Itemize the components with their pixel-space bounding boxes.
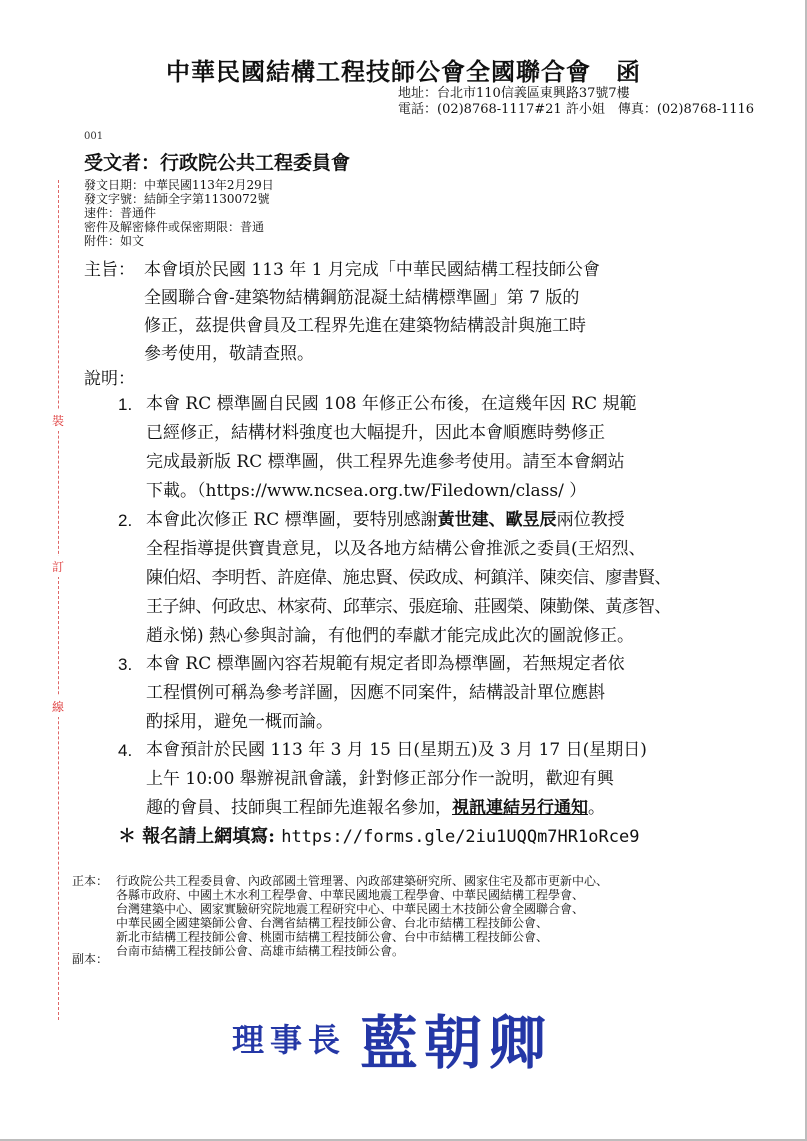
item-number: 2. [118, 511, 133, 530]
document-number: 001 [84, 131, 104, 142]
subject-line: 修正，茲提供會員及工程界先進在建築物結構設計與施工時 [144, 316, 586, 336]
sender-address: 地址：台北市110信義區東興路37號7樓 [398, 86, 630, 101]
cc-label: 正本： [72, 874, 109, 888]
cc-line: 行政院公共工程委員會、內政部國土管理署、內政部建築研究所、國家住宅及都市更新中心、 [116, 874, 609, 888]
item-line: 已經修正，結構材料強度也大幅提升，因此本會順應時勢修正 [146, 423, 605, 443]
item-line: 下載。（https://www.ncsea.org.tw/Filedown/class/ ） [146, 481, 587, 501]
confidentiality: 密件及解密條件或保密期限：普通 [84, 220, 265, 234]
cc-recipients [116, 874, 608, 958]
item-line: 本會 RC 標準圖自民國 108 年修正公布後，在這幾年因 RC 規範 [146, 394, 637, 414]
item-line: 本會 RC 標準圖內容若規範有規定者即為標準圖，若無規定者依 [146, 654, 625, 674]
item-number: 1. [118, 395, 133, 414]
professor-names: 黃世建、歐昱辰 [437, 510, 557, 530]
subject-line: 參考使用，敬請查照。 [144, 344, 314, 364]
item-line: 全程指導提供寶貴意見，以及各地方結構公會推派之委員(王炤烈、 [146, 539, 646, 559]
subject-label: 主旨： [84, 260, 135, 280]
video-link-notice: 視訊連結另行通知 [452, 798, 588, 818]
item-line: 王子紳、何政忠、林家荷、邱華宗、張庭瑜、莊國榮、陳勤傑、黃彥智、 [146, 597, 671, 617]
signup-label: ＊ 報名請上網填寫: [118, 826, 275, 847]
recipient: 受文者：行政院公共工程委員會 [84, 152, 351, 174]
item-number: 3. [118, 655, 133, 674]
issue-number: 發文字號：結師全字第1130072號 [84, 192, 270, 206]
cc-line: 台南市結構工程技師公會、高雄市結構工程技師公會。 [116, 944, 405, 958]
item-line: 工程慣例可稱為參考詳圖，因應不同案件，結構設計單位應斟 [146, 683, 605, 703]
signup-url-link[interactable]: https://forms.gle/2iu1UQQm7HR1oRce9 [281, 827, 640, 847]
item-line: 本會此次修正 RC 標準圖，要特別感謝黃世建、歐昱辰兩位教授 [146, 510, 625, 530]
item-number: 4. [118, 741, 133, 760]
binding-mark-zhuang: 裝 [52, 410, 64, 431]
urgency: 速件：普通件 [84, 206, 157, 220]
cc-line: 新北市結構工程技師公會、桃園市結構工程技師公會、台中市結構工程技師公會、 [116, 930, 549, 944]
binding-mark-ding: 訂 [52, 556, 64, 577]
cc-line: 台灣建築中心、國家實驗研究院地震工程研究中心、中華民國土木技師公會全國聯合會、 [116, 902, 585, 916]
item-line: 上午 10:00 舉辦視訊會議，針對修正部分作一說明，歡迎有興 [146, 769, 614, 789]
item-line: 酌採用，避免一概而論。 [146, 712, 333, 732]
item-line: 完成最新版 RC 標準圖，供工程界先進參考使用。請至本會網站 [146, 452, 625, 472]
sender-contact: 電話：(02)8768-1117#21 許小姐 傳真：(02)8768-1116 [398, 102, 755, 117]
signature-stamp [232, 996, 552, 1080]
attachment: 附件：如文 [84, 234, 145, 248]
cc-line: 中華民國全國建築師公會、台灣省結構工程技師公會、台北市結構工程技師公會、 [116, 916, 549, 930]
subject-line: 全國聯合會-建築物結構鋼筋混凝土結構標準圖」第 7 版的 [144, 288, 580, 308]
binding-mark-xian: 線 [52, 696, 64, 717]
copy-label: 副本： [72, 952, 109, 966]
signature-name: 藍朝卿 [360, 1009, 553, 1077]
document-title: 中華民國結構工程技師公會全國聯合會 函 [166, 57, 641, 86]
item-line: 趙永悌) 熱心參與討論，有他們的奉獻才能完成此次的圖說修正。 [146, 626, 635, 646]
item-line: 本會預計於民國 113 年 3 月 15 日(星期五)及 3 月 17 日(星期日) [146, 740, 647, 760]
binding-line [58, 180, 59, 1020]
explanation-label: 說明： [84, 369, 135, 389]
item-line: 趣的會員、技師與工程師先進報名參加，視訊連結另行通知。 [146, 798, 605, 818]
issue-date: 發文日期：中華民國113年2月29日 [84, 178, 274, 192]
signup-line [118, 822, 639, 848]
item-line: 陳伯炤、李明哲、許庭偉、施忠賢、侯政成、柯鎮洋、陳奕信、廖書賢、 [146, 568, 671, 588]
subject-line: 本會頃於民國 113 年 1 月完成「中華民國結構工程技師公會 [144, 260, 600, 280]
signature-role: 理事長 [232, 1021, 347, 1059]
cc-line: 各縣市政府、中國土木水利工程學會、中華民國地震工程學會、中華民國結構工程學會、 [116, 888, 585, 902]
